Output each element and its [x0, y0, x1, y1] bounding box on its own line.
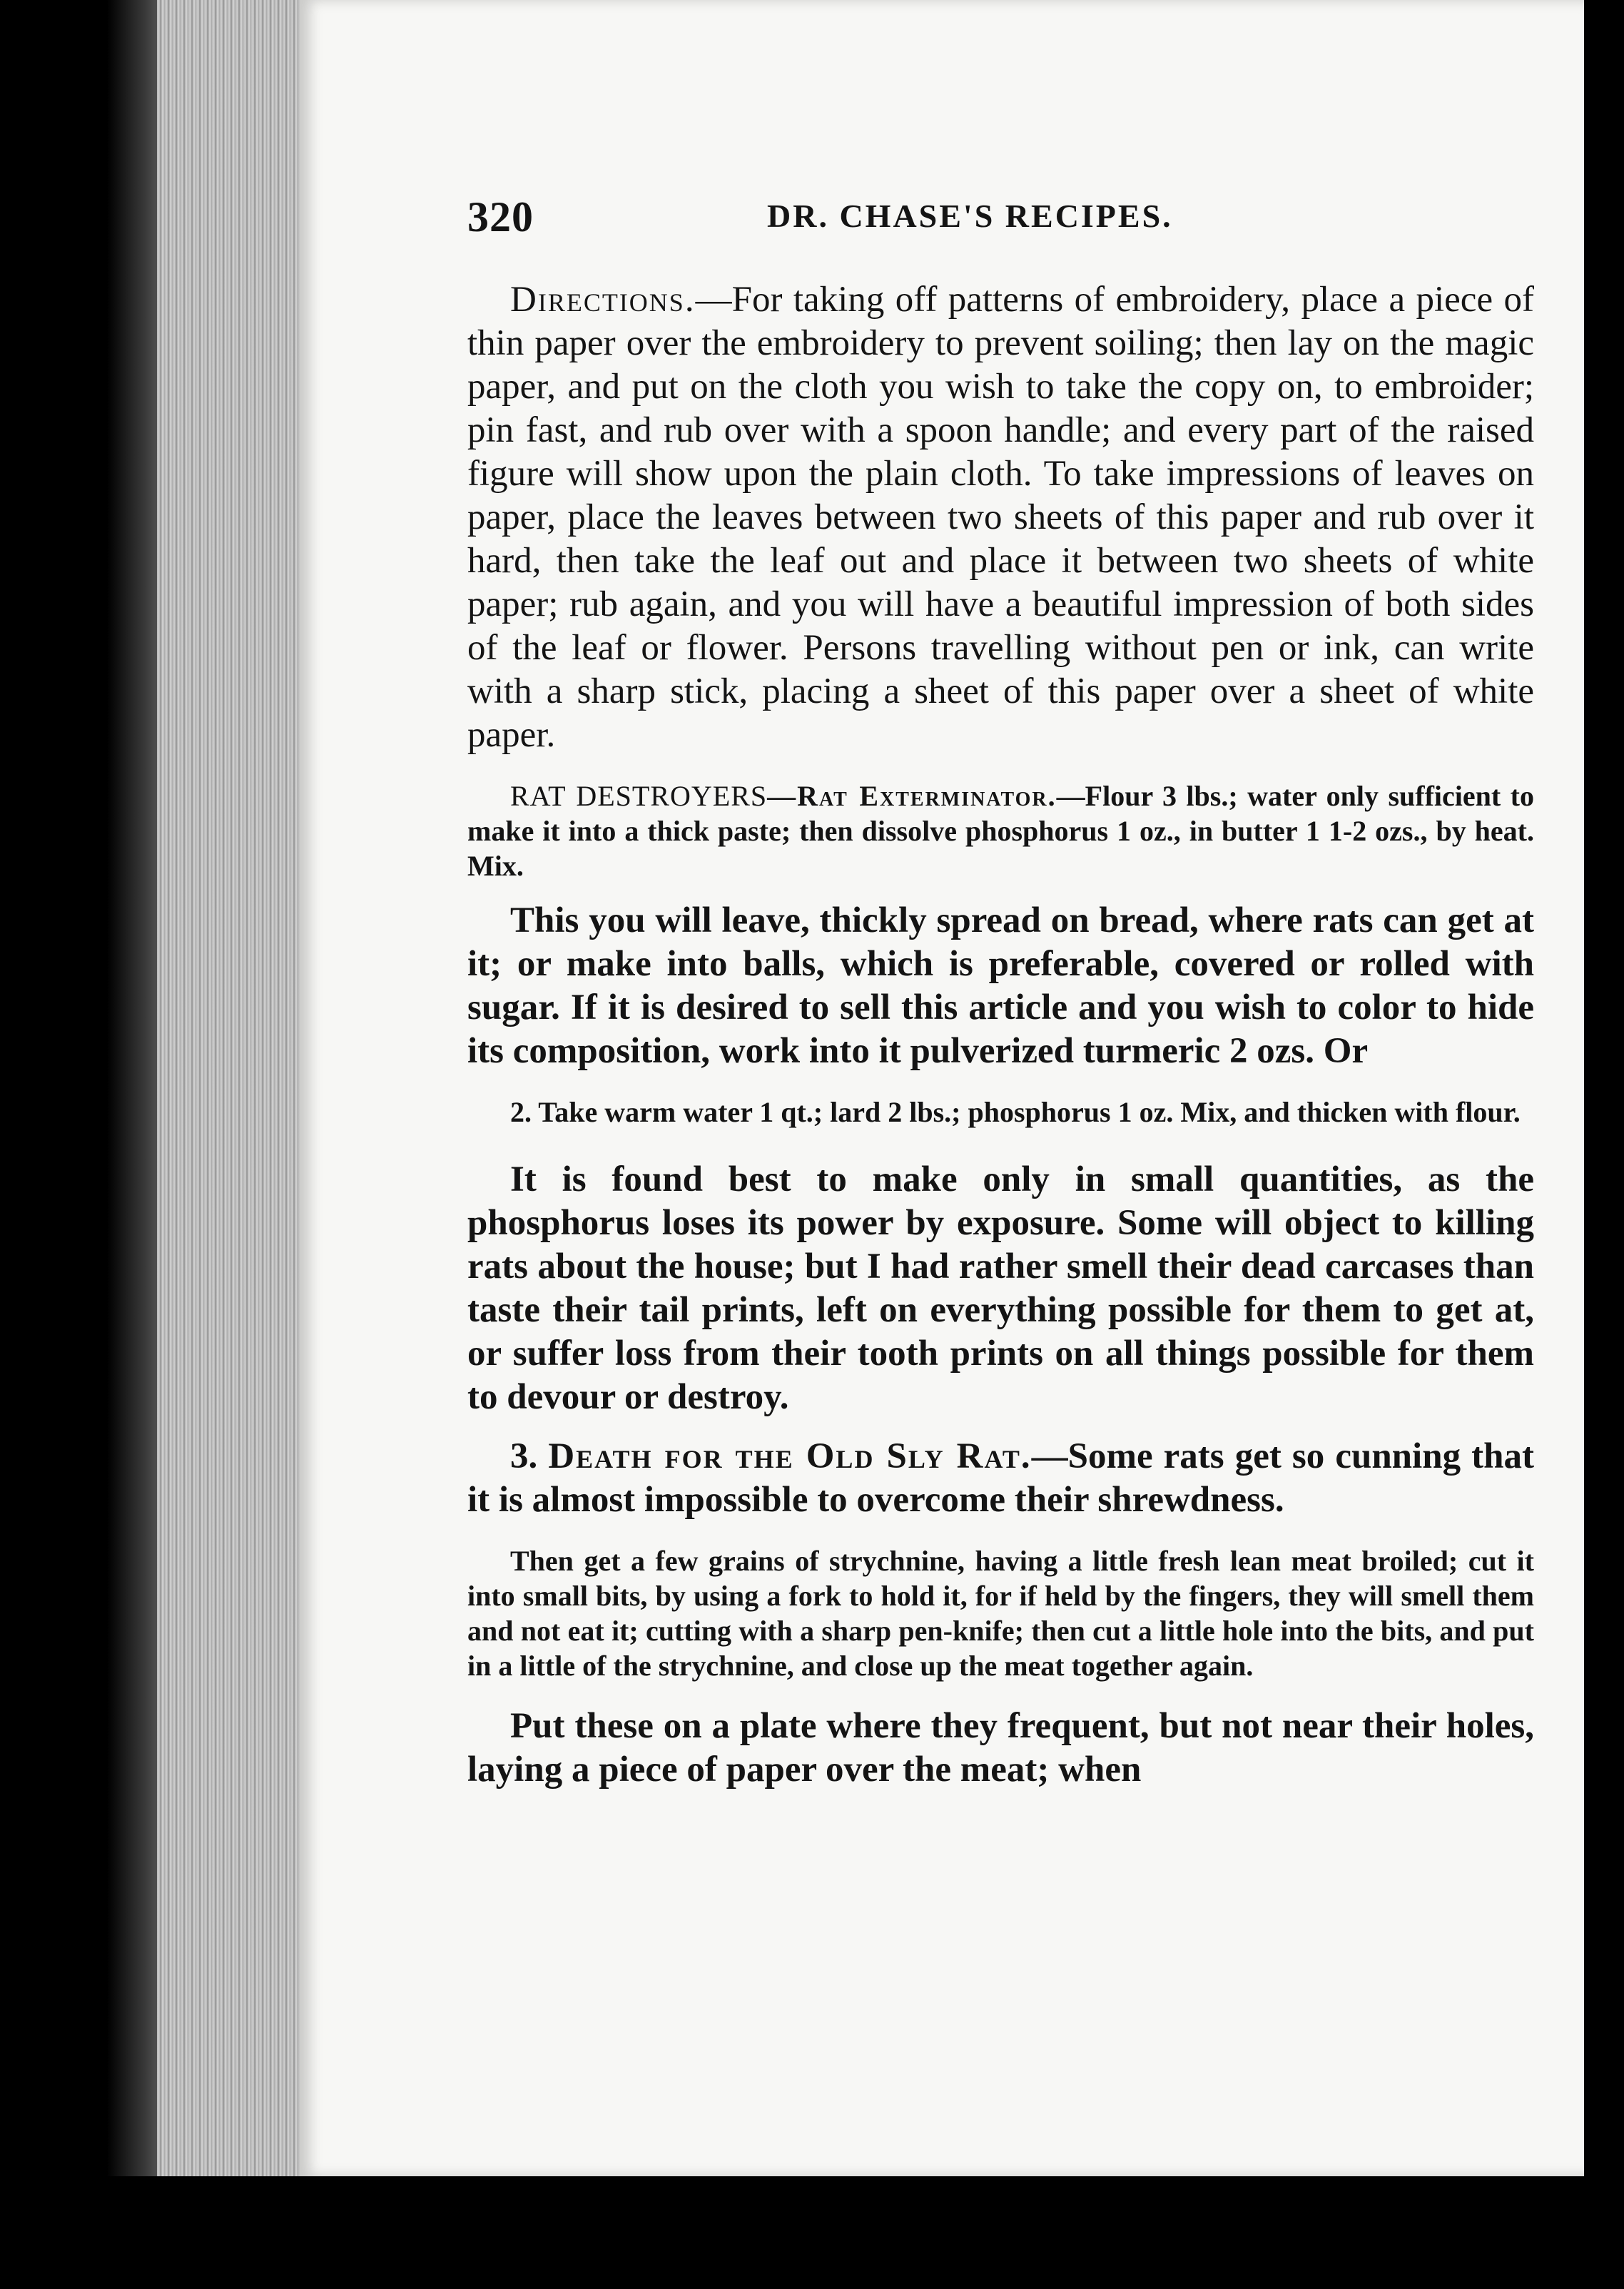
- paragraph-small-quantities: It is found best to make only in small quantities, as the phosphorus loses its power by exposure. Some will object to killing rats about the house; but I had rather smell their dead carcases than taste their tail prints, left on everything possible for them to get at, or suffer loss from their tooth prints on all things possible for them to devour or destroy.: [467, 1159, 1534, 1417]
- paragraph-plate: Put these on a plate where they frequent, but not near their holes, laying a piece of paper over the meat; when: [467, 1706, 1534, 1790]
- rat-exterminator-body: —Flour 3 lbs.; water only sufficient to make it into a thick paste; then dissolve phosphorus 1 oz., in butter 1 1-2 ozs., by heat. Mix.: [467, 780, 1534, 882]
- paragraph-old-sly-rat: [467, 1435, 1534, 1522]
- rat-destroyers-heading: RAT DESTROYERS: [510, 780, 768, 812]
- running-head-title: DR. CHASE'S RECIPES.: [767, 198, 1173, 234]
- page-number: 320: [467, 193, 534, 240]
- directions-body: —For taking off patterns of embroidery, place a piece of thin paper over the embroidery to prevent soiling; then lay on the magic paper, and put on the cloth you wish to take the copy on, to embroider; pin fast, and rub over with a spoon handle; and every part of the raised figure will show upon the plain cloth. To take impressions of leaves on paper, place the leaves between two sheets of this paper and rub over it hard, then take the leaf out and place it between two sheets of white paper; rub again, and you will have a beautiful impression of both sides of the leaf or flower. Persons travelling without pen or ink, can write with a sharp stick, placing a sheet of this paper over a sheet of white paper.: [467, 280, 1534, 755]
- paragraph-rat-destroyers: [467, 778, 1534, 883]
- page-stack-edge: [157, 0, 300, 2176]
- running-head: [467, 193, 1534, 243]
- paragraph-recipe-two: 2. Take warm water 1 qt.; lard 2 lbs.; phosphorus 1 oz. Mix, and thicken with flour.: [510, 1096, 1521, 1128]
- recipe-number-three: 3.: [510, 1436, 549, 1476]
- page-content: [467, 193, 1534, 1792]
- old-sly-rat-heading: Death for the Old Sly Rat.: [548, 1436, 1032, 1476]
- directions-lead: Directions.: [510, 280, 696, 320]
- rat-exterminator-subheading: —Rat Exterminator.: [767, 780, 1057, 812]
- paragraph-directions: [467, 278, 1534, 757]
- old-sly-rat-body: —Some rats get so cunning that it is almost impossible to overcome their shrewdness.: [467, 1436, 1534, 1520]
- scan-border-bottom: [0, 2176, 1624, 2289]
- scan-border-right: [1584, 0, 1624, 2289]
- paragraph-strychnine: Then get a few grains of strychnine, having a little fresh lean meat broiled; cut it into small bits, by using a fork to hold it, for if held by the fingers, they will smell them and not eat it; cutting with a sharp pen-knife; then cut a little hole into the bits, and put in a little of the strychnine, and close up the meat together again.: [467, 1545, 1534, 1682]
- paragraph-spread-on-bread: This you will leave, thickly spread on bread, where rats can get at it; or make into balls, which is preferable, covered or rolled with sugar. If it is desired to sell this article and you wish to color to hide its composition, work into it pulverized turmeric 2 ozs. Or: [467, 900, 1534, 1071]
